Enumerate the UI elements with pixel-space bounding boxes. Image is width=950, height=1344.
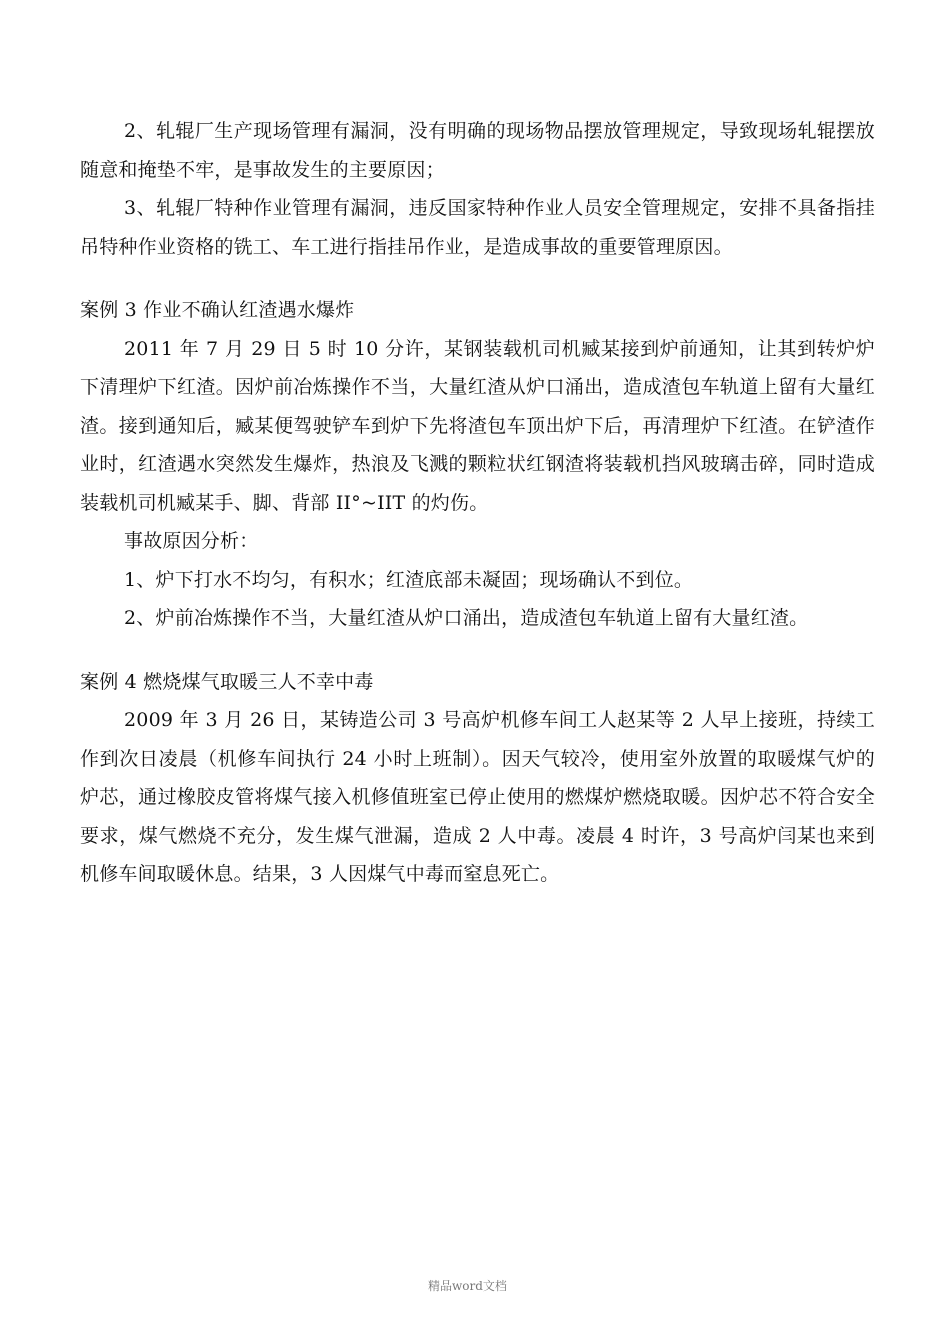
- document-page: [80, 112, 875, 894]
- case3-cause-2: 2、炉前冶炼操作不当，大量红渣从炉口涌出，造成渣包车轨道上留有大量红渣。: [124, 607, 809, 629]
- section1-paragraph-3: 3、轧辊厂特种作业管理有漏洞，违反国家特种作业人员安全管理规定，安排不具备指挂吊特种作业资格的铣工、车工进行指挂吊作业，是造成事故的重要管理原因。: [80, 197, 875, 258]
- case4-title: 案例 4 燃烧煤气取暖三人不幸中毒: [80, 670, 374, 693]
- page-footer-watermark: 精品word文档: [428, 1279, 507, 1293]
- case3-title: 案例 3 作业不确认红渣遇水爆炸: [80, 299, 355, 321]
- case3-body: 2011 年 7 月 29 日 5 时 10 分许，某钢装载机司机臧某接到炉前通知，让其到转炉炉下清理炉下红渣。因炉前冶炼操作不当，大量红渣从炉口涌出，造成渣包车轨道上留有大量红渣。接到通知后，臧某便驾驶铲车到炉下先将渣包车顶出炉下后，再清理炉下红渣。在铲渣作业时，红渣遇水突然发生爆炸，热浪及飞溅的颗粒状红钢渣将装载机挡风玻璃击碎，同时造成装载机司机臧某手、脚、背部 II°~IIT 的灼伤。: [80, 337, 875, 514]
- case4-body: 2009 年 3 月 26 日，某铸造公司 3 号高炉机修车间工人赵某等 2 人早上接班，持续工作到次日凌晨（机修车间执行 24 小时上班制）。因天气较冷，使用室外放置的取暖煤气炉的炉芯，通过橡胶皮管将煤气接入机修值班室已停止使用的燃煤炉燃烧取暖。因炉芯不符合安全要求，煤气燃烧不充分，发生煤气泄漏，造成 2 人中毒。凌晨 4 时许，3 号高炉闫某也来到机修车间取暖休息。结果，3 人因煤气中毒而窒息死亡。: [80, 709, 875, 885]
- case3-cause-1: 1、炉下打水不均匀，有积水；红渣底部未凝固；现场确认不到位。: [124, 568, 694, 591]
- section-gap: [80, 638, 875, 663]
- section-gap: [80, 266, 875, 291]
- section1-paragraph-2: 2、轧辊厂生产现场管理有漏洞，没有明确的现场物品摆放管理规定，导致现场轧辊摆放随意和掩垫不牢，是事故发生的主要原因；: [80, 120, 875, 181]
- case3-analysis-title: 事故原因分析：: [124, 530, 259, 552]
